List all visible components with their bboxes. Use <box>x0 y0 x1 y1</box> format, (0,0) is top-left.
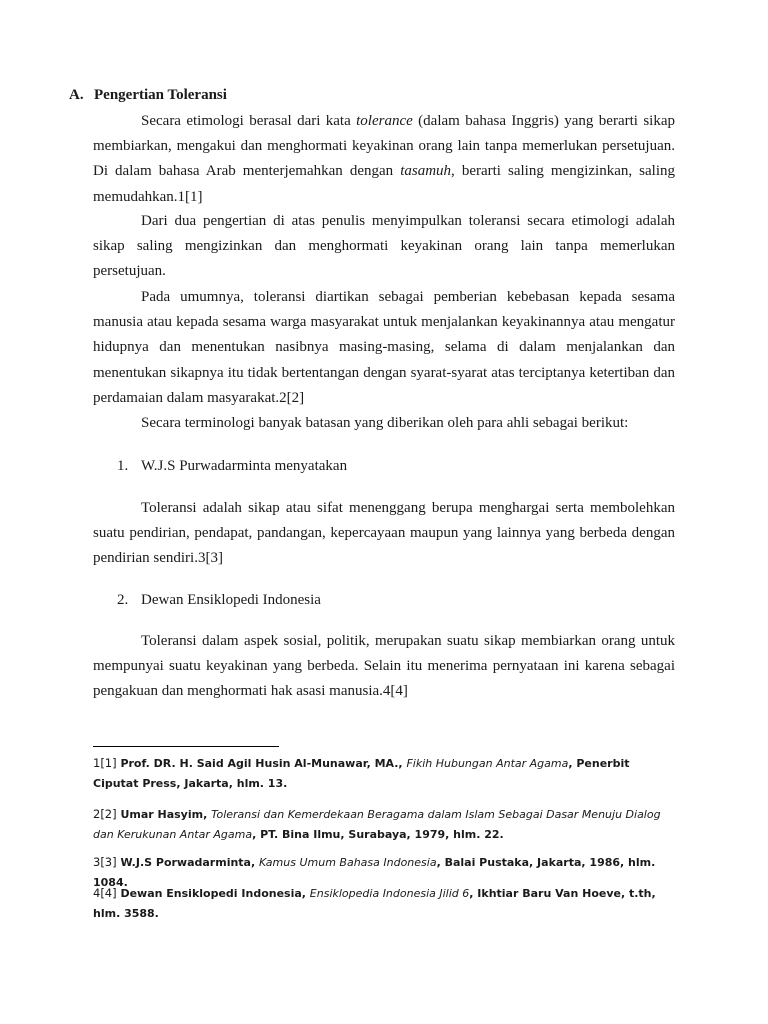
footnote-marker: 3[3] <box>93 855 117 869</box>
list-label: Dewan Ensiklopedi Indonesia <box>141 592 321 608</box>
footnote-author: Dewan Ensiklopedi Indonesia, <box>116 887 310 900</box>
footnote-1 <box>93 754 675 793</box>
footnote-2 <box>93 805 675 844</box>
footnote-marker: 2[2] <box>93 807 117 821</box>
footnote-publication: , Balai Pustaka, Jakarta, 1986, hlm. 1084. <box>93 856 656 889</box>
list-item-1-text: Toleransi adalah sikap atau sifat menenggang berupa menghargai serta membolehkan suatu pendirian, pendapat, pandangan, kepercayaan maupun yang lainnya yang berbeda dengan pendirian sendiri.3[3] <box>93 500 675 567</box>
paragraph-etymology <box>93 109 675 210</box>
footnote-4 <box>93 884 675 923</box>
footnote-author: Prof. DR. H. Said Agil Husin Al-Munawar, MA., <box>116 757 407 770</box>
footnote-publication: , Ikhtiar Baru Van Hoeve, t.th, hlm. 3588. <box>93 887 656 920</box>
paragraph-text: (dalam bahasa Inggris) yang berarti sikap membiarkan, mengakui dan menghormati keyakinan orang lain tanpa memerlukan persetujuan. Di dalam bahasa Arab menterjemahkan dengan <box>93 113 675 180</box>
footnote-publication: , PT. Bina Ilmu, Surabaya, 1979, hlm. 22. <box>252 827 504 841</box>
footnote-title: Ensiklopedia Indonesia Jilid 6 <box>309 887 470 900</box>
term-tasamuh: tasamuh <box>400 163 452 180</box>
footnote-title: Kamus Umum Bahasa Indonesia <box>258 856 437 869</box>
footnote-marker: 4[4] <box>93 886 117 900</box>
footnote-title: Fikih Hubungan Antar Agama <box>406 757 569 770</box>
paragraph-conclusion: Dari dua pengertian di atas penulis menyimpulkan toleransi secara etimologi adalah sikap saling mengizinkan dan menghormati keyakinan orang lain tanpa memerlukan persetujuan. <box>93 213 675 280</box>
list-number: 2. <box>117 592 129 608</box>
paragraph-text: , berarti saling mengizinkan, saling memudahkan.1[1] <box>93 163 676 205</box>
section-title: Pengertian Toleransi <box>94 87 227 103</box>
section-number: A. <box>69 87 84 103</box>
paragraph-terminology-intro: Secara terminologi banyak batasan yang diberikan oleh para ahli sebagai berikut: <box>141 415 629 431</box>
footnote-title: Toleransi dan Kemerdekaan Beragama dalam Islam Sebagai Dasar Menuju Dialog dan Kerukunan Antar Agama <box>93 808 661 841</box>
footnote-divider <box>93 746 279 747</box>
section-heading <box>69 87 227 104</box>
list-item-2-text: Toleransi dalam aspek sosial, politik, merupakan suatu sikap membiarkan orang untuk mempunyai suatu keyakinan yang berbeda. Selain itu menerima pernyataan ini karena sebagai pengakuan dan menghormati hak asasi manusia.4[4] <box>93 633 675 700</box>
list-number: 1. <box>117 458 129 474</box>
paragraph-text: Secara etimologi berasal dari kata <box>141 113 357 129</box>
term-tolerance: tolerance <box>356 113 413 129</box>
footnote-marker: 1[1] <box>93 756 117 770</box>
paragraph-general: Pada umumnya, toleransi diartikan sebagai pemberian kebebasan kepada sesama manusia atau kepada sesama warga masyarakat untuk menjalankan keyakinannya atau mengatur hidupnya dan menentukan nasibnya masing-masing, selama di dalam menjalankan dan menentukan sikapnya itu tidak bertentangan dengan syarat-syarat atas terciptanya ketertiban dan perdamaian dalam masyarakat.2[2] <box>93 289 675 406</box>
footnote-author: Umar Hasyim, <box>116 808 212 821</box>
footnote-author: W.J.S Porwadarminta, <box>116 856 259 869</box>
list-item-2-label <box>117 588 321 613</box>
list-label: W.J.S Purwadarminta menyatakan <box>141 458 348 474</box>
list-item-1-label <box>117 454 347 479</box>
footnote-publication: , Penerbit Ciputat Press, Jakarta, hlm. 13. <box>93 757 630 790</box>
